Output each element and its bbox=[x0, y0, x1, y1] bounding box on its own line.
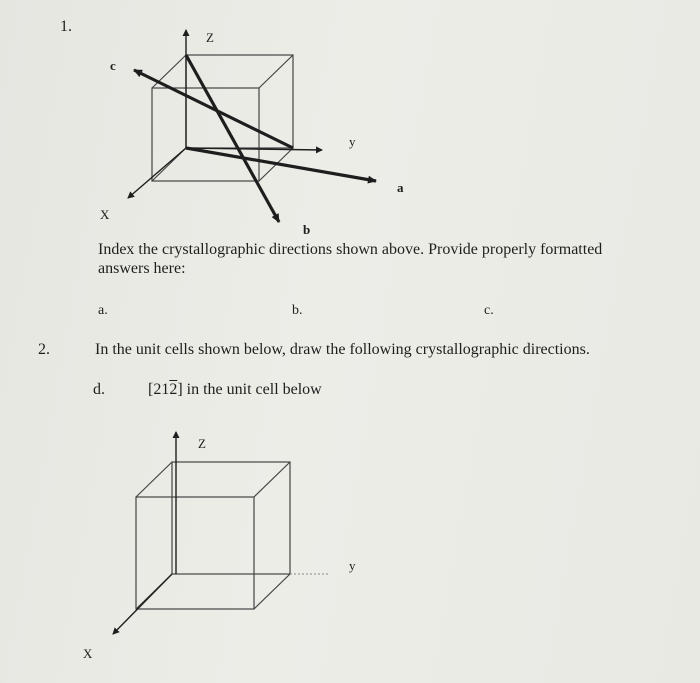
cube2-x-label: X bbox=[83, 646, 93, 661]
cube1-z-label: Z bbox=[206, 30, 214, 45]
problem-2-number: 2. bbox=[38, 341, 50, 358]
part-d-direction-text bbox=[148, 381, 322, 399]
cube2-y-label: y bbox=[349, 558, 356, 573]
part-d-suffix: ] in the unit cell below bbox=[177, 381, 322, 398]
cube1-y-label: y bbox=[349, 134, 356, 149]
problem-1-number: 1. bbox=[60, 18, 72, 35]
cube1-x-axis bbox=[128, 148, 186, 198]
cube2-z-label: Z bbox=[198, 436, 206, 451]
part-d-label: d. bbox=[93, 381, 105, 398]
answer-c-label: c. bbox=[484, 303, 494, 318]
vector-b bbox=[186, 55, 279, 222]
cube1-front-face bbox=[152, 88, 259, 181]
cube1-x-label: X bbox=[100, 207, 110, 222]
problem-1-instruction-line1: Index the crystallographic directions shown above. Provide properly formatted bbox=[98, 241, 603, 258]
answer-b-label: b. bbox=[292, 303, 303, 318]
problem-2-instruction: In the unit cells shown below, draw the following crystallographic directions. bbox=[95, 341, 590, 358]
vector-c bbox=[134, 70, 293, 148]
cube1-y-axis bbox=[186, 148, 322, 150]
vector-a-label: a bbox=[397, 180, 404, 195]
answer-a-label: a. bbox=[98, 303, 108, 318]
cube2-x-axis bbox=[113, 574, 172, 634]
vector-c-label: c bbox=[110, 58, 116, 73]
vector-a bbox=[186, 148, 376, 181]
part-d-barred-index: 2 bbox=[169, 381, 178, 398]
cube1-back-face bbox=[186, 55, 293, 148]
vector-b-label: b bbox=[303, 222, 311, 237]
problem-1-instruction-line2: answers here: bbox=[98, 260, 186, 277]
part-d-prefix: [21 bbox=[148, 381, 170, 398]
